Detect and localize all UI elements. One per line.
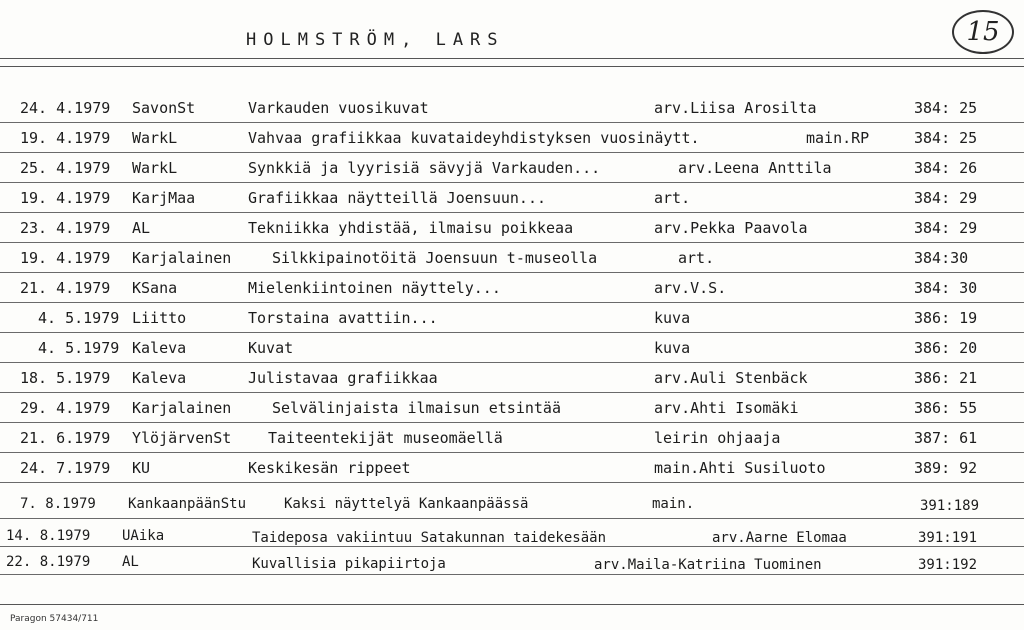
table-row [0,546,1024,575]
entry-title: Mielenkiintoinen näyttely... [248,279,501,297]
entry-ref: 384: 29 [914,189,978,207]
table-row [0,182,1024,213]
entry-date: 23. 4.1979 [20,219,111,237]
entry-author: leirin ohjaaja [654,429,781,447]
entry-ref: 389: 92 [914,459,978,477]
entry-author: main.Ahti Susiluoto [654,459,826,477]
entry-date: 22. 8.1979 [6,554,91,570]
entry-author: arv.Ahti Isomäki [654,399,799,417]
entry-title: Kuvat [248,339,294,357]
entry-date: 29. 4.1979 [20,399,111,417]
entry-ref: 391:192 [918,557,978,573]
entry-paper: Liitto [132,309,187,327]
entry-paper: UAika [122,528,165,544]
entry-date: 21. 6.1979 [20,429,111,447]
entry-author: art. [654,189,691,207]
entry-paper: KU [132,459,151,477]
entry-author: art. [678,249,715,267]
table-row [0,362,1024,393]
card-number-stamp [952,10,1014,54]
entry-ref: 386: 20 [914,339,978,357]
entry-date: 18. 5.1979 [20,369,111,387]
entry-paper: KarjMaa [132,189,196,207]
entry-author: main.RP [806,129,870,147]
table-row [0,302,1024,333]
entry-title: Kuvallisia pikapiirtoja [252,556,446,572]
entry-paper: AL [132,219,151,237]
entry-title: Varkauden vuosikuvat [248,99,429,117]
entry-date: 21. 4.1979 [20,279,111,297]
entry-paper: WarkL [132,129,178,147]
entry-date: 7. 8.1979 [20,496,96,512]
entry-date: 24. 4.1979 [20,99,111,117]
entry-author: arv.Liisa Arosilta [654,99,817,117]
entry-ref: 386: 21 [914,369,978,387]
entry-ref: 384: 26 [914,159,978,177]
entry-title: Synkkiä ja lyyrisiä sävyjä Varkauden... [248,159,601,177]
table-row [0,452,1024,483]
entry-date: 19. 4.1979 [20,129,111,147]
entry-author: arv.Maila-Katriina Tuominen [594,557,822,573]
entry-title: Vahvaa grafiikkaa kuvataideyhdistyksen vuosinäytt. [248,129,700,147]
entry-paper: SavonSt [132,99,196,117]
entry-author: main. [652,496,695,512]
entry-title: Julistavaa grafiikkaa [248,369,438,387]
entry-title: Kaksi näyttelyä Kankaanpäässä [284,496,529,512]
entry-ref: 384: 29 [914,219,978,237]
table-row [0,272,1024,303]
entry-author: arv.Aarne Elomaa [712,530,847,546]
entry-ref: 384:30 [914,249,969,267]
entry-author: arv.Pekka Paavola [654,219,808,237]
printer-label: Paragon 57434/711 [10,614,99,624]
entry-ref: 391:191 [918,530,978,546]
entry-paper: AL [122,554,139,570]
entry-title: Torstaina avattiin... [248,309,438,327]
table-row [0,152,1024,183]
entry-author: kuva [654,309,691,327]
entry-title: Taiteentekijät museomäellä [268,429,503,447]
entry-date: 4. 5.1979 [38,309,120,327]
entry-title: Tekniikka yhdistää, ilmaisu poikkeaa [248,219,574,237]
footer-rule [0,604,1024,605]
entry-title: Grafiikkaa näytteillä Joensuun... [248,189,547,207]
entry-paper: KSana [132,279,178,297]
entry-date: 25. 4.1979 [20,159,111,177]
entry-date: 24. 7.1979 [20,459,111,477]
entry-paper: WarkL [132,159,178,177]
entry-date: 19. 4.1979 [20,189,111,207]
table-row [0,122,1024,153]
table-row [0,332,1024,363]
table-row [0,392,1024,423]
card-header-name: HOLMSTRÖM, LARS [246,30,505,50]
table-row [0,242,1024,273]
entry-ref: 384: 30 [914,279,978,297]
entry-paper: Kaleva [132,369,187,387]
entry-ref: 391:189 [920,498,980,514]
entry-author: kuva [654,339,691,357]
entry-author: arv.Auli Stenbäck [654,369,808,387]
entry-title: Selvälinjaista ilmaisun etsintää [272,399,561,417]
entry-author: arv.V.S. [654,279,727,297]
entry-paper: Karjalainen [132,399,232,417]
entry-date: 14. 8.1979 [6,528,91,544]
entry-title: Silkkipainotöitä Joensuun t-museolla [272,249,598,267]
entry-title: Keskikesän rippeet [248,459,411,477]
entry-title: Taideposa vakiintuu Satakunnan taidekesään [252,530,607,546]
table-row [0,92,1024,123]
entry-ref: 386: 19 [914,309,978,327]
header-rule-2 [0,66,1024,67]
entry-date: 4. 5.1979 [38,339,120,357]
table-row [0,486,1024,519]
entry-date: 19. 4.1979 [20,249,111,267]
entry-ref: 387: 61 [914,429,978,447]
table-row [0,422,1024,453]
card-number: 15 [966,17,1000,47]
entry-ref: 384: 25 [914,99,978,117]
entry-ref: 384: 25 [914,129,978,147]
table-row [0,518,1024,547]
entry-paper: YlöjärvenSt [132,429,232,447]
header-rule [0,58,1024,59]
entry-paper: KankaanpäänStu [128,496,247,512]
entry-author: arv.Leena Anttila [678,159,832,177]
entry-paper: Kaleva [132,339,187,357]
entry-paper: Karjalainen [132,249,232,267]
entry-ref: 386: 55 [914,399,978,417]
table-row [0,212,1024,243]
